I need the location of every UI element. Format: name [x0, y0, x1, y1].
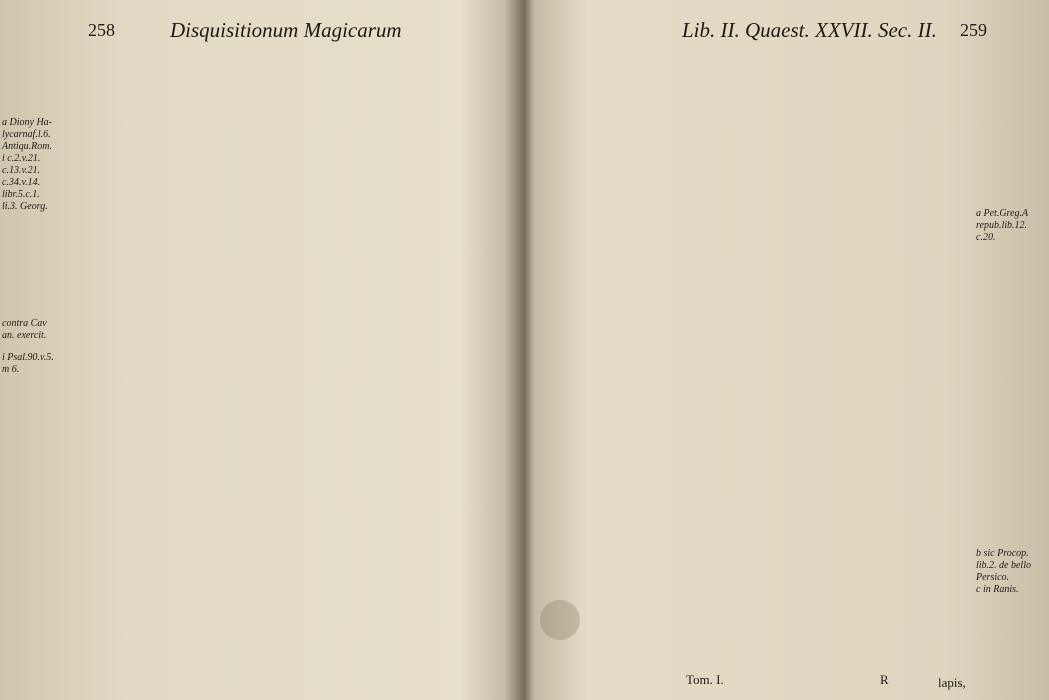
margin-note: repub.lib.12. — [976, 220, 1028, 231]
margin-note: m 6. — [2, 364, 20, 375]
margin-note: c in Ranis. — [976, 584, 1019, 595]
footer-tome: Tom. I. — [686, 672, 724, 687]
margin-note: lib.2. de bello — [976, 560, 1031, 571]
right-page-column-1 — [540, 50, 752, 650]
margin-note: b sic Procop. — [976, 548, 1029, 559]
right-page-number: 259 — [960, 20, 987, 40]
margin-note: a Diony Ha- — [2, 117, 52, 128]
margin-note: i Psal.90.v.5. — [2, 352, 54, 363]
left-page-column-1 — [62, 50, 262, 650]
margin-note: c.20. — [976, 232, 996, 243]
left-running-head: Disquisitionum Magicarum — [170, 18, 402, 42]
margin-note: c.34.v.14. — [2, 177, 41, 188]
gutter — [505, 0, 535, 700]
footer-signature: R — [880, 672, 889, 687]
margin-note: li.3. Georg. — [2, 201, 48, 212]
margin-note: contra Cav — [2, 318, 47, 329]
right-running-head: Lib. II. Quaest. XXVII. Sec. II. — [682, 18, 937, 42]
margin-note: a Pet.Greg.A — [976, 208, 1029, 219]
left-page-number: 258 — [88, 20, 115, 40]
margin-note: Persico. — [976, 572, 1010, 583]
margin-note: i c.2.v.21. — [2, 153, 41, 164]
margin-note: an. exercit. — [2, 330, 47, 341]
right-page-column-2 — [757, 50, 970, 650]
margin-note: libr.5.c.1. — [2, 189, 40, 200]
left-page-column-2 — [268, 50, 473, 650]
margin-note: Antiqu.Rom. — [2, 141, 52, 152]
margin-note: lycarnaf.l.6. — [2, 129, 51, 140]
margin-note: c.13.v.21. — [2, 165, 41, 176]
footer-catchword: lapis, — [938, 675, 966, 690]
